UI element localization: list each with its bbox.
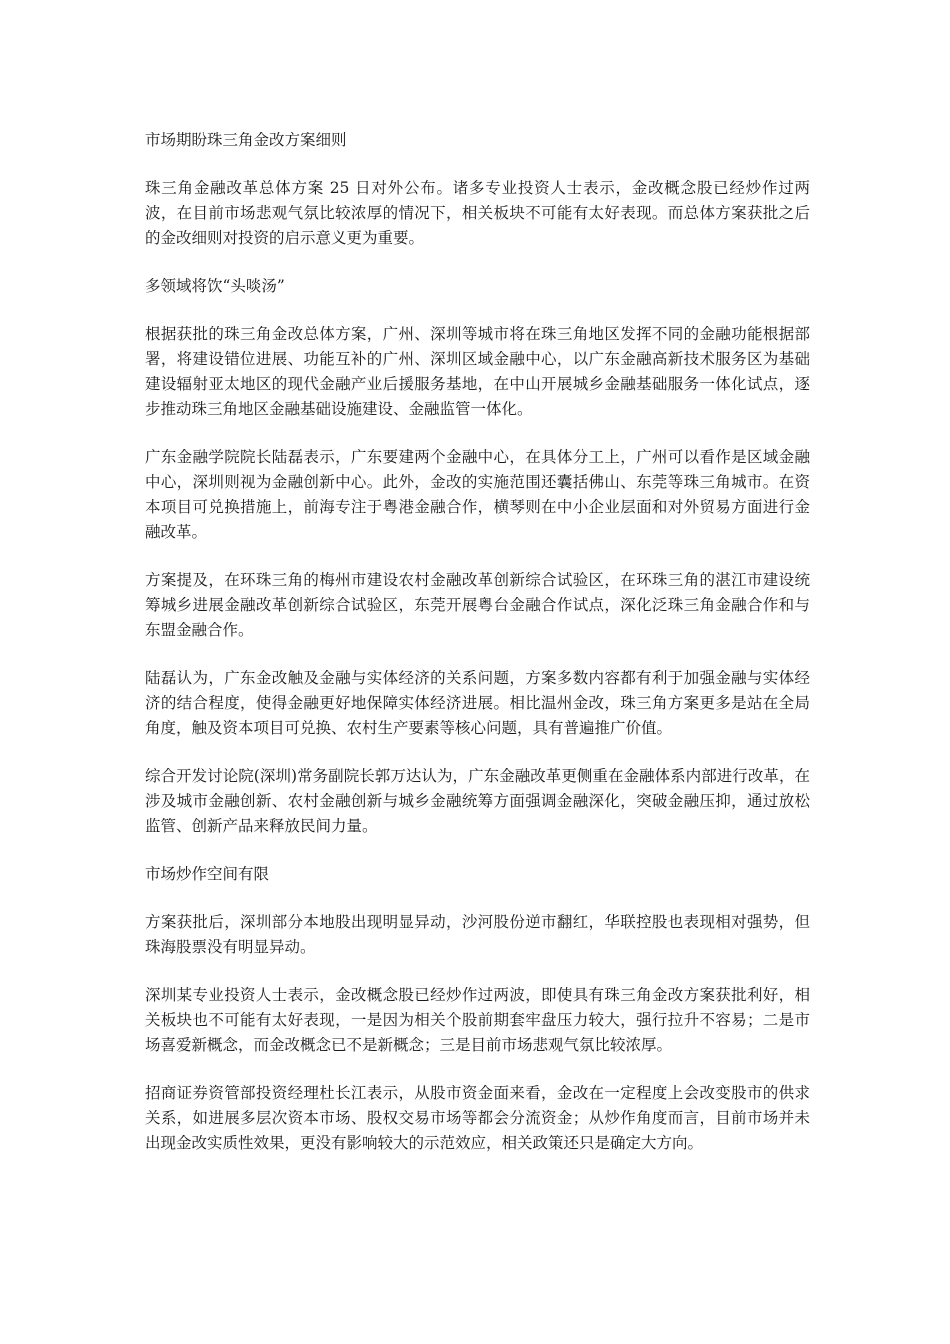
document-title: 市场期盼珠三角金改方案细则 [145,131,347,149]
paragraph: 广东金融学院院长陆磊表示，广东要建两个金融中心，在具体分工上，广州可以看作是区域金融中心，深圳则视为金融创新中心。此外，金改的实施范围还囊括佛山、东莞等珠三角城市。在资本项目可兑换措施上，前海专注于粤港金融合作，横琴则在中小企业层面和对外贸易方面进行金融改革。 [145,448,810,541]
paragraph-intro: 珠三角金融改革总体方案 25 日对外公布。诸多专业投资人士表示，金改概念股已经炒作过两波，在目前市场悲观气氛比较浓厚的情况下，相关板块不可能有太好表现。而总体方案获批之后的金改细则对投资的启示意义更为重要。 [145,179,810,247]
paragraph: 方案获批后，深圳部分本地股出现明显异动，沙河股份逆市翻红，华联控股也表现相对强势，但珠海股票没有明显异动。 [145,913,810,956]
paragraph: 综合开发讨论院(深圳)常务副院长郭万达认为，广东金融改革更侧重在金融体系内部进行改革，在涉及城市金融创新、农村金融创新与城乡金融统筹方面强调金融深化，突破金融压抑，通过放松监管、创新产品来释放民间力量。 [145,767,810,835]
section-heading-multi-field: 多领域将饮“头啖汤” [145,277,285,295]
paragraph: 招商证券资管部投资经理杜长江表示，从股市资金面来看，金改在一定程度上会改变股市的供求关系，如进展多层次资本市场、股权交易市场等都会分流资金；从炒作角度而言，目前市场并未出现金改实质性效果，更没有影响较大的示范效应，相关政策还只是确定大方向。 [145,1084,810,1152]
paragraph: 深圳某专业投资人士表示，金改概念股已经炒作过两波，即使具有珠三角金改方案获批利好，相关板块也不可能有太好表现，一是因为相关个股前期套牢盘压力较大，强行拉升不容易；二是市场喜爱新概念，而金改概念已不是新概念；三是目前市场悲观气氛比较浓厚。 [145,986,810,1054]
document-body [145,128,810,1179]
paragraph: 根据获批的珠三角金改总体方案，广州、深圳等城市将在珠三角地区发挥不同的金融功能根据部署，将建设错位进展、功能互补的广州、深圳区域金融中心，以广东金融高新技术服务区为基础建设辐射亚太地区的现代金融产业后援服务基地，在中山开展城乡金融基础服务一体化试点，逐步推动珠三角地区金融基础设施建设、金融监管一体化。 [145,325,810,418]
paragraph: 陆磊认为，广东金改触及金融与实体经济的关系问题，方案多数内容都有利于加强金融与实体经济的结合程度，使得金融更好地保障实体经济进展。相比温州金改，珠三角方案更多是站在全局角度，触及资本项目可兑换、农村生产要素等核心问题，具有普遍推广价值。 [145,669,810,737]
section-heading-market: 市场炒作空间有限 [145,865,270,883]
paragraph: 方案提及，在环珠三角的梅州市建设农村金融改革创新综合试验区，在环珠三角的湛江市建设统筹城乡进展金融改革创新综合试验区，东莞开展粤台金融合作试点，深化泛珠三角金融合作和与东盟金融合作。 [145,571,810,639]
